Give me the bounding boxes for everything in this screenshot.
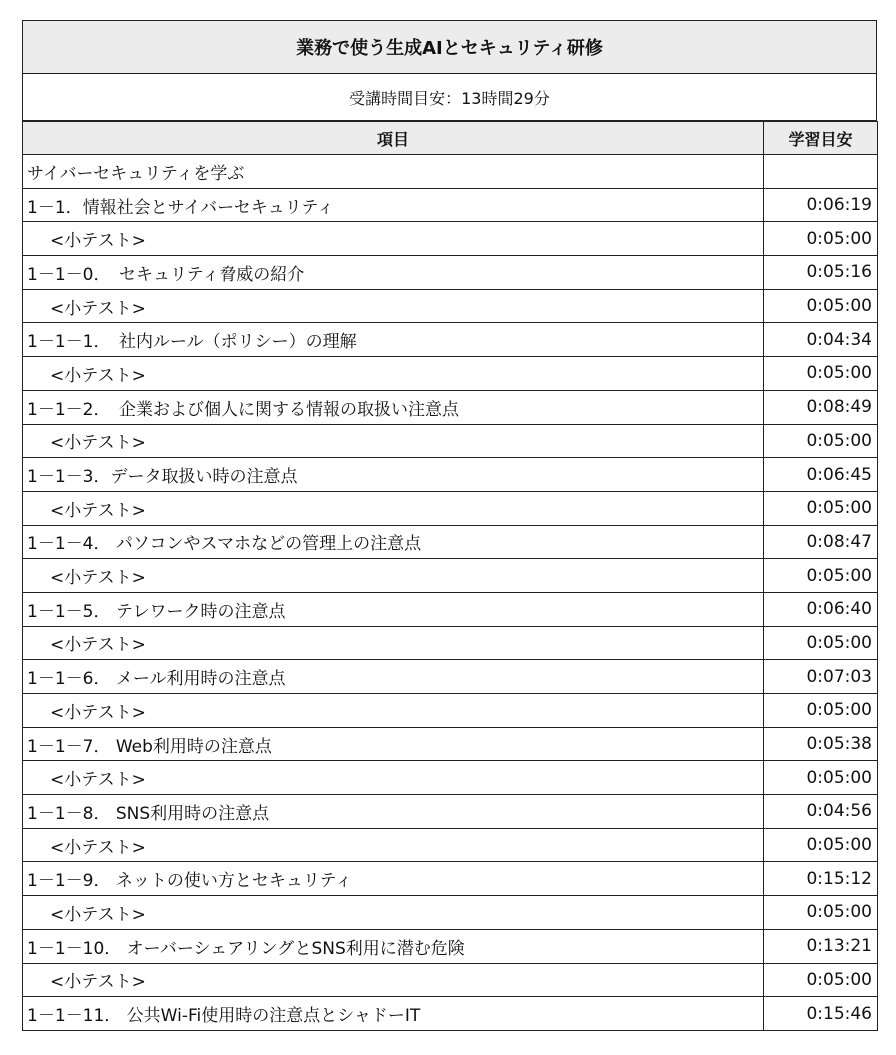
column-header-item: 項目 [23,122,764,155]
quiz-label: <小テスト> [23,289,764,323]
study-time: 0:05:00 [764,424,878,458]
quiz-label: <小テスト> [23,559,764,593]
lesson-label: サイバーセキュリティを学ぶ [23,155,764,189]
study-time: 0:15:46 [764,997,878,1031]
table-row [23,997,878,1031]
study-time: 0:13:21 [764,929,878,963]
study-time: 0:05:00 [764,559,878,593]
quiz-label: <小テスト> [23,626,764,660]
study-time: 0:15:12 [764,862,878,896]
study-time: 0:05:00 [764,761,878,795]
table-row [23,525,878,559]
table-row [23,929,878,963]
lesson-label: 1－1－7． Web利用時の注意点 [23,727,764,761]
study-time: 0:06:19 [764,188,878,222]
study-time: 0:05:00 [764,694,878,728]
study-time: 0:05:00 [764,896,878,930]
table-row [23,626,878,660]
curriculum-table [22,121,878,1031]
table-row [23,491,878,525]
table-row [23,761,878,795]
quiz-label: <小テスト> [23,963,764,997]
header-row [23,122,878,155]
lesson-label: 1－1－9． ネットの使い方とセキュリティ [23,862,764,896]
table-row [23,862,878,896]
table-row [23,357,878,391]
study-time: 0:05:38 [764,727,878,761]
study-time: 0:06:45 [764,458,878,492]
quiz-label: <小テスト> [23,357,764,391]
quiz-label: <小テスト> [23,694,764,728]
table-row [23,828,878,862]
lesson-label: 1－1－6． メール利用時の注意点 [23,660,764,694]
table-row [23,559,878,593]
table-row [23,458,878,492]
study-time: 0:08:47 [764,525,878,559]
lesson-label: 1－1－5． テレワーク時の注意点 [23,592,764,626]
lesson-label: 1－1－10． オーバーシェアリングとSNS利用に潜む危険 [23,929,764,963]
lesson-label: 1－1．情報社会とサイバーセキュリティ [23,188,764,222]
lesson-label: 1－1－2． 企業および個人に関する情報の取扱い注意点 [23,390,764,424]
lesson-label: 1－1－4． パソコンやスマホなどの管理上の注意点 [23,525,764,559]
lesson-label: 1－1－3．データ取扱い時の注意点 [23,458,764,492]
lesson-label: 1－1－8． SNS利用時の注意点 [23,795,764,829]
lesson-label: 1－1－11． 公共Wi-Fi使用時の注意点とシャドーIT [23,997,764,1031]
table-row [23,289,878,323]
table-row [23,795,878,829]
quiz-label: <小テスト> [23,761,764,795]
study-time: 0:05:00 [764,357,878,391]
column-header-time: 学習目安 [764,122,878,155]
lesson-label: 1－1－0． セキュリティ脅威の紹介 [23,256,764,290]
study-time: 0:04:56 [764,795,878,829]
quiz-label: <小テスト> [23,424,764,458]
duration-label: 受講時間目安：13時間29分 [22,74,877,121]
table-row [23,155,878,189]
study-time [764,155,878,189]
study-time: 0:05:00 [764,828,878,862]
table-row [23,188,878,222]
study-time: 0:05:00 [764,626,878,660]
table-row [23,222,878,256]
study-time: 0:04:34 [764,323,878,357]
quiz-label: <小テスト> [23,828,764,862]
table-row [23,256,878,290]
course-sheet [22,20,877,1031]
study-time: 0:05:00 [764,289,878,323]
course-title: 業務で使う生成AIとセキュリティ研修 [22,20,877,74]
table-row [23,963,878,997]
lesson-label: 1－1－1． 社内ルール（ポリシー）の理解 [23,323,764,357]
quiz-label: <小テスト> [23,222,764,256]
table-row [23,727,878,761]
table-row [23,323,878,357]
table-row [23,592,878,626]
study-time: 0:05:00 [764,222,878,256]
study-time: 0:08:49 [764,390,878,424]
study-time: 0:06:40 [764,592,878,626]
study-time: 0:05:16 [764,256,878,290]
study-time: 0:07:03 [764,660,878,694]
table-row [23,390,878,424]
table-row [23,694,878,728]
quiz-label: <小テスト> [23,896,764,930]
study-time: 0:05:00 [764,491,878,525]
table-row [23,896,878,930]
table-row [23,660,878,694]
study-time: 0:05:00 [764,963,878,997]
table-row [23,424,878,458]
quiz-label: <小テスト> [23,491,764,525]
